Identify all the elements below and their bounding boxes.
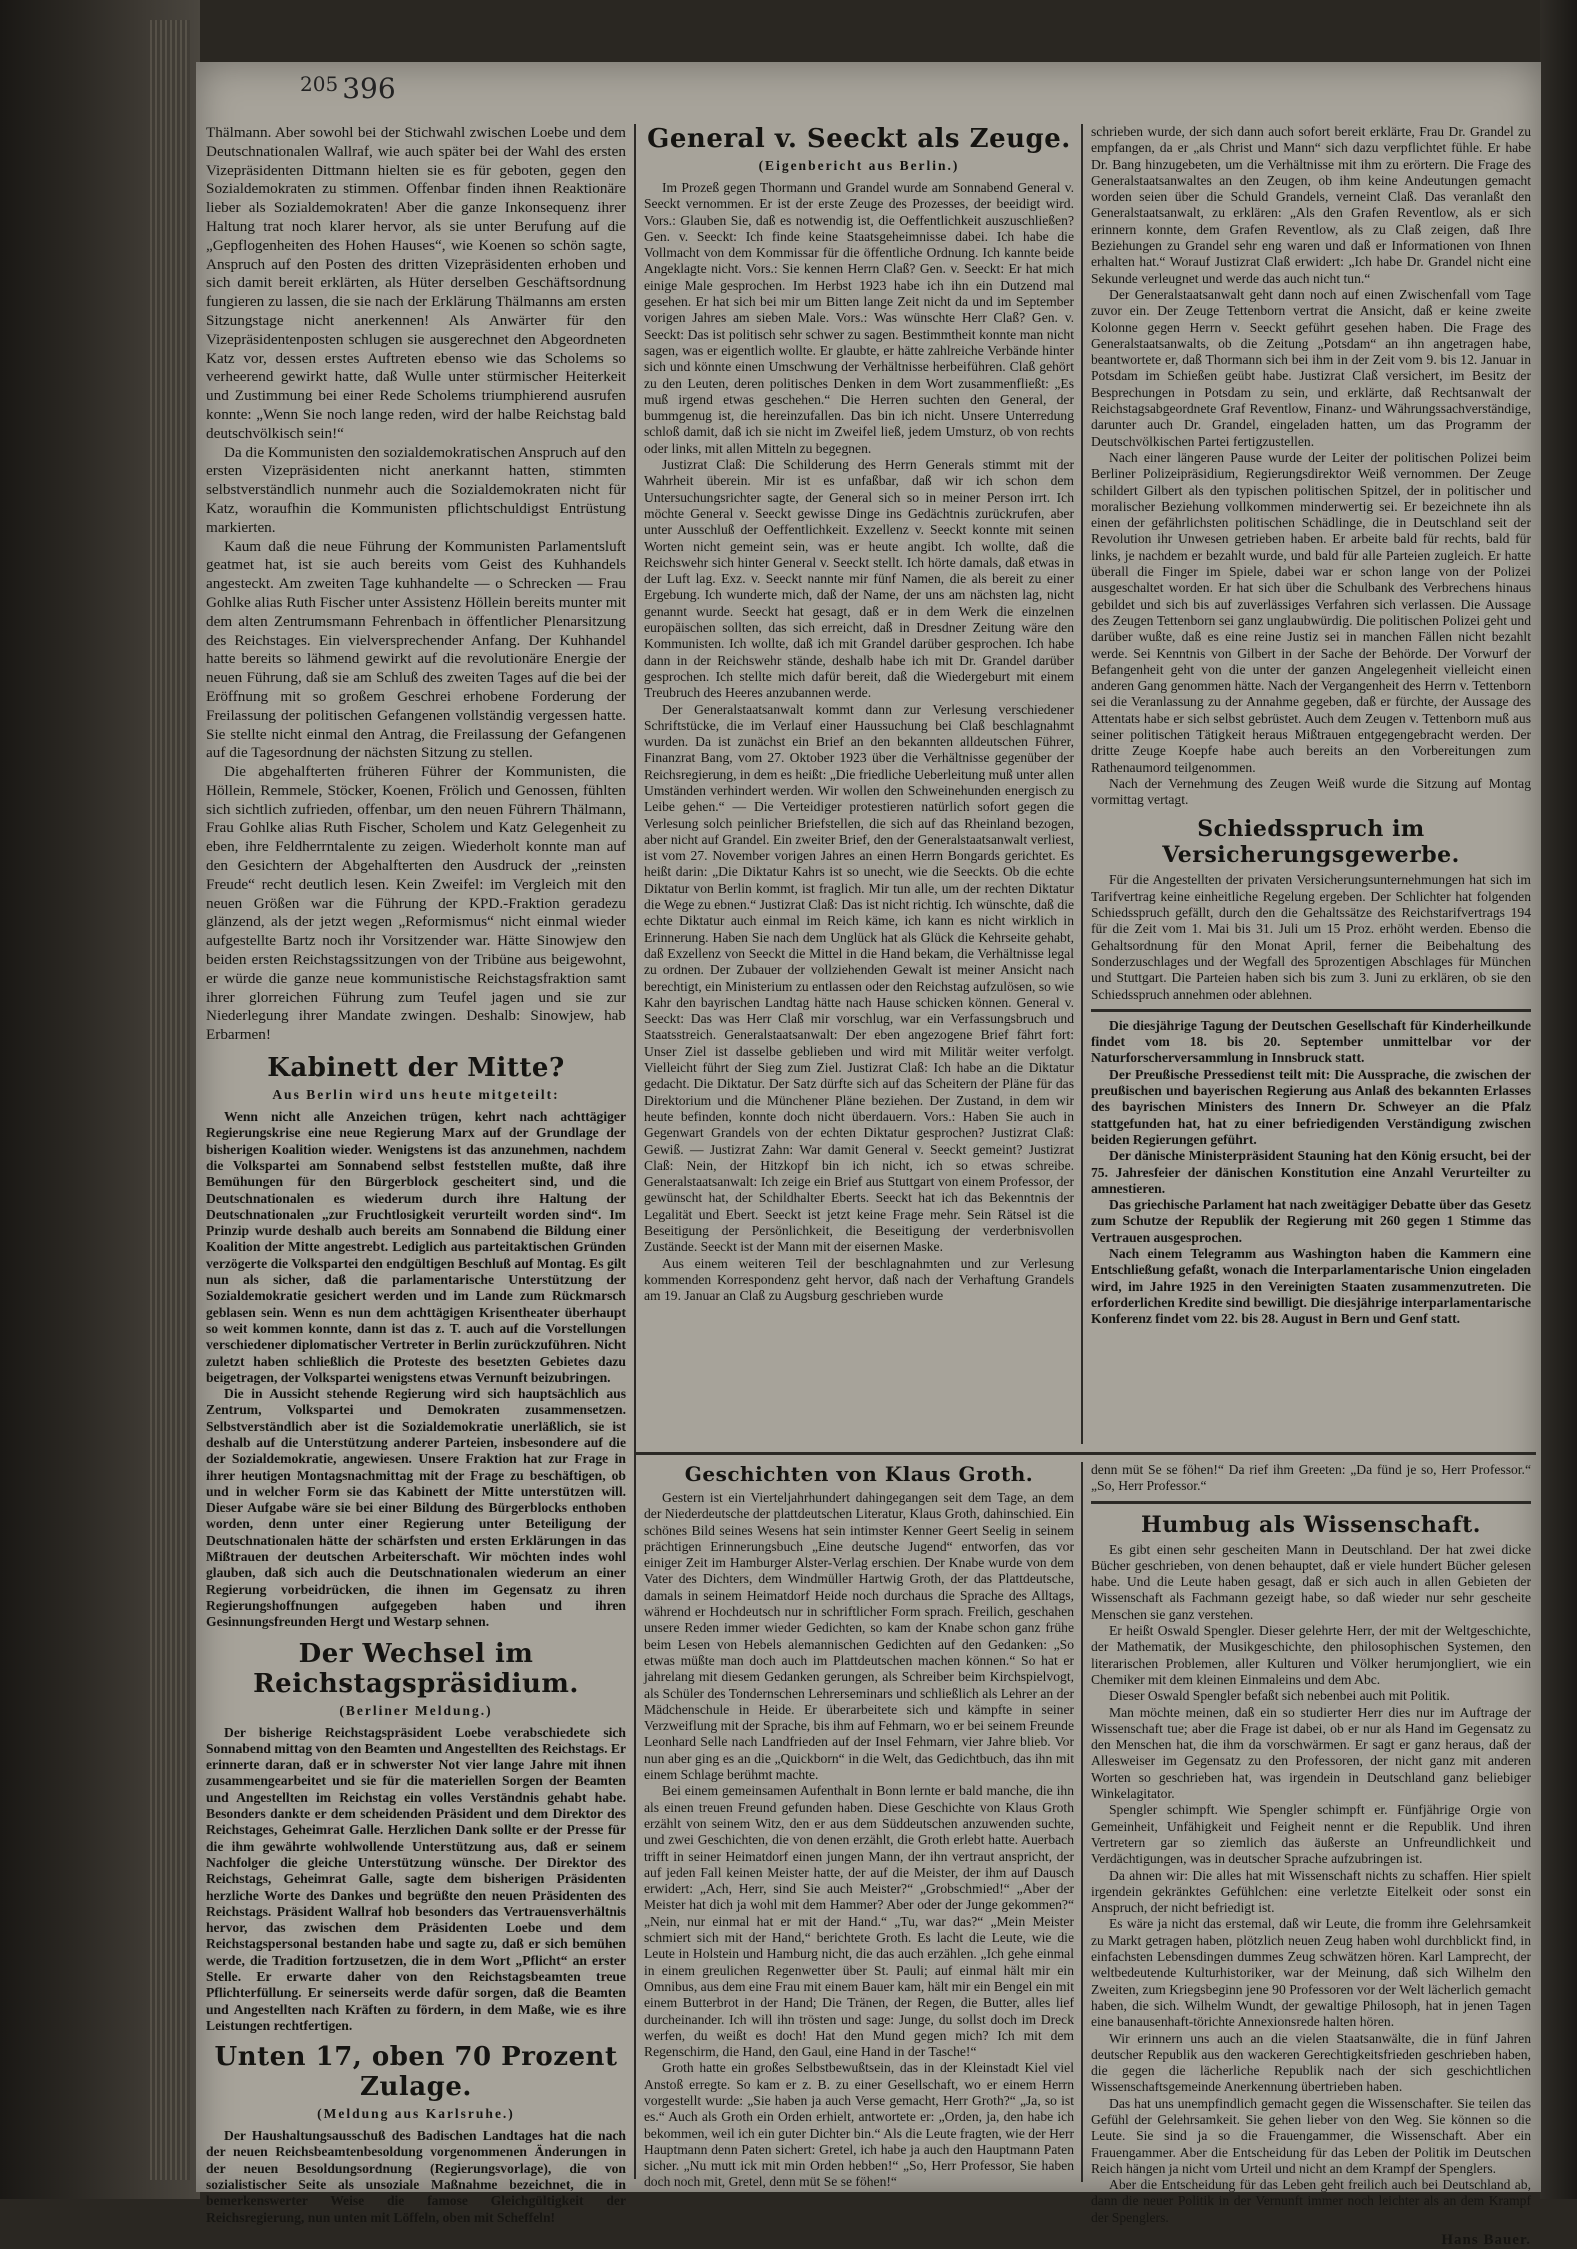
notice-paragraph: Nach einem Telegramm aus Washington haben die Kammern eine Entschließung gefaßt, wonach die Interparlamentarische Union eingeladen wird, im Jahre 1925 in den Vereinigten Staaten zusammenzutreten. Die erforderlichen Kredite sind bewilligt. Die diesjährige interparlamentarische Konferenz findet vom 22. bis 28. August in Bern und Genf statt. — [1091, 1246, 1531, 1327]
article-paragraph: Wir erinnern uns auch an die vielen Staatsanwälte, die in fünf Jahren deutscher Republik aus den wackeren Gerechtigkeitsfrieden geschrieben haben, die gegen die lächerliche Republik nach der sich geschichtlichen Wissenschaftsgemeinde Anerkennung übertrieben haben. — [1091, 2030, 1531, 2095]
article-title: Humbug als Wissenschaft. — [1141, 1511, 1481, 1538]
notice-divider — [1091, 1009, 1531, 1012]
right-column — [1091, 124, 1531, 1444]
article-paragraph: schrieben wurde, der sich dann auch sofort bereit erklärte, Frau Dr. Grandel zu empfangen, da er „als Christ und Mann“ sich dazu verpflichtet fühle. Er habe Dr. Bang hinzugebeten, um die Verhältnisse mit ihm zu erörtern. Die Frage des Generalstaatsanwaltes an den Zeugen, ob ihm keine Andeutungen gemacht worden seien über die Schuld Grandels, verneint Claß. Das veranlaßt den Generalstaatsanwalt, zu erklären: „Als den Grafen Reventlow, als er sich erinnern konnte, dem Grafen Reventlow, als zu Claß zeigen, daß Ihre Beziehungen zu Grandel sehr eng waren und daß er Informationen von Ihnen erhalten hat.“ Worauf Justizrat Claß erwidert: „Ich habe Dr. Grandel nicht eine Sekunde verleugnet und werde das auch nicht tun.“ — [1091, 124, 1531, 286]
article-paragraph: Der Generalstaatsanwalt geht dann noch auf einen Zwischenfall vom Tage zuvor ein. Der Zeuge Tettenborn vertrat die Ansicht, daß er keine zweite Kolonne gegen Herrn v. Seeckt geführt gesehen haben. Die Frage des Generalstaatsanwalts, ob die Zeitung „Potsdam“ an ihn angetragen habe, beantwortete er, daß Thormann sich bei ihm in der Zeit vom 9. bis 12. Januar in Potsdam im Schießen geübt habe. Justizrat Claß versichert, im Besitz der Besprechungen in Potsdam zu sein, und erklärte, daß Rechtsanwalt der Reichstagsabgeordnete Graf Reventlow, Finanz- und Währungssachverständige, darunter auch Dr. Grandel, eingeladen hatten, um das Programm der Deutschvölkischen Partei fertigzustellen. — [1091, 286, 1531, 449]
article-paragraph: Für die Angestellten der privaten Versicherungsunternehmungen hat sich im Tarifvertrag keine einheitliche Regelung ergeben. Der Schlichter hat folgenden Schiedsspruch gefällt, durch den die Gehaltssätze des Reichstarifvertrags 194 für die Zeit vom 1. Mai bis 31. Juli um 15 Proz. erhöht werden. Ebenso die Gehaltsordnung für den Monat April, ferner die Beibehaltung des Sonderzuschlages und der Wegfall des 5prozentigen Abschlages für München und Stuttgart. Die Parteien haben sich bis zum 3. Juni zu erklären, ob sie den Schiedsspruch annehmen oder ablehnen. — [1091, 872, 1531, 1002]
column-rule-right — [1081, 124, 1083, 1444]
article-paragraph: Nach einer längeren Pause wurde der Leiter der politischen Polizei beim Berliner Polizeipräsidium, Regierungsdirektor Weiß vernommen. Der Zeuge schildert Gilbert als den typischen politischen Spitzel, der in politischer und moralischer Beziehung vollkommen minderwertig sei. Er bezeichnete ihn als einen der gefährlichsten politischen Schädlinge, die in Deutschland seit der Revolution ihr Unwesen getrieben haben. Er arbeite bald für rechts, bald für links, je nachdem er bezahlt wurde, und bald für alle Parteien zugleich. Er hatte überall die Finger im Spiele, dabei war er schon lange von der Polizei ausgeschaltet worden. Er hat sich über die Schulbank des Verbrechens hinaus gebildet und sich bis auf zuverlässiges Verfahren sich verlassen. Die Aussage des Zeugen Tettenborn sei ganz unglaubwürdig. Die politischen Polizei geht und darüber wußte, daß es eine reine Justiz sei in manchen Fällen nicht bezahlt werde. Sei Kenntnis von Gilbert in der Sache der Behörde. Der Vorwurf der Befangenheit geht von die unter der ganzen Angelegenheit vielleicht einen anderen Gang genommen hätte. Nach der Vergangenheit des Herrn v. Tettenborn sei die Veranlassung zu der Annahme gegeben, daß er fürchte, der Aussage des Attentats habe er sich selbst gebrüstet. Auch dem Zeugen v. Tettenborn muß aus seiner politischen Tätigkeit heraus Mißtrauen entgegengebracht werden. Der dritte Zeuge Koepfe habe auch bereits an den Vorbereitungen zum Rathenaumord teilgenommen. — [1091, 449, 1531, 775]
binding-edge — [150, 20, 190, 2180]
article-paragraph: Der Haushaltungsausschuß des Badischen Landtages hat die nach der neuen Reichsbeamtenbesoldung vorgenommenen Änderungen in der neuen Besoldungsordnung (Regierungsvorlage), die von sozialistischer Seite als unsoziale Maßnahme bezeichnet, die in bemerkenswerter Weise die famose Gleichgültigkeit der Reichsregierung, nun unten mit Löffeln, oben mit Scheffeln! — [206, 2128, 626, 2225]
section-rule — [636, 1452, 1536, 1455]
intro-paragraph: Kaum daß die neue Führung der Kommunisten Parlamentsluft geatmet hat, ist sie auch bereits vom Geist des Kuhhandels angesteckt. Am zweiten Tage kuhhandelte — o Schrecken — Frau Gohlke alias Ruth Fischer unter Assistenz Höllein bereits munter mit dem alten Zentrumsmann Fehrenbach in öffentlicher Plenarsitzung des Reichstages. Ein vielversprechender Anfang. Der Kuhhandel hatte bereits so lähmend gewirkt auf die revolutionäre Energie der neuen Führung, daß sie am Schluß des zweiten Tages auf die bei der Eröffnung mit so großem Geschrei erhobene Forderung der Freilassung der politischen Gefangenen vollständig vergessen hatte. Sie stellte nicht einmal den Antrag, die Freilassung der Gefangenen auf die Tagesordnung der nächsten Sitzung zu stellen. — [206, 537, 626, 762]
article-paragraph: Groth hatte ein großes Selbstbewußtsein, das in der Kleinstadt Kiel viel Anstoß erregte. So kam er z. B. zu einer Gesellschaft, wo er einem Herrn vorgestellt wurde: „Sie haben ja auch Verse gemacht, Herr Groth?“ „Ja, so ist es.“ Auch als Groth ein Orden erhielt, antwortete er: „Orden, ja, den habe ich bekommen, weil ich ein guter Dichter bin.“ Als die Leute fragten, wie der Herr Hauptmann denn Paten sichert: Gretel, ich habe ja auch den Hauptmann Paten sicher. „Nu mutt ick mit min Orden hebben!“ „So, Herr Professor, Sie haben doch noch mit, Gretel, denn müt Se se föhen!“ — [644, 2060, 1074, 2190]
intro-paragraph: Die abgehalfterten früheren Führer der Kommunisten, die Höllein, Remmele, Stöcker, Koenen, Frölich und Genossen, fühlten sich sichtlich zufrieden, offenbar, um den neuen Führern Thälmann, Frau Gohlke alias Ruth Fischer, Scholem und Katz Gelegenheit zu eben, ihre Feldherrntalente zu zeigen. Wiederholt konnte man auf den Gesichtern der Abgehalfterten den Ausdruck der „reinsten Freude“ recht deutlich lesen. Kein Zweifel: im Vergleich mit den neuen Größen war die Führung der KPD.-Fraktion geradezu glänzend, als der jetzt wegen „Reformismus“ nicht einmal wieder aufgestellte Bartz noch ihr Vorsitzender war. Hätte Sinowjew den beiden ersten Reichstagssitzungen von der Tribüne aus beigewohnt, er würde die ganze neue kommunistische Reichstagsfraktion samt ihrer glorreichen Führung zum Teufel jagen und sie zur Niederlegung ihrer Mandate zwingen. Deshalb: Sinowjew, hab Erbarmen! — [206, 763, 626, 1044]
intro-paragraph: Thälmann. Aber sowohl bei der Stichwahl zwischen Loebe und dem Deutschnationalen Wallraf, wie auch später bei der Wahl des ersten Vizepräsidenten Dittmann hielten sie es für geboten, gegen den Sozialdemokraten zu stimmen. Offenbar finden ihnen Reaktionäre lieber als Sozialdemokraten! Aber die ganze Inkonsequenz ihrer Haltung trat noch klarer hervor, als sie unter Berufung auf die „Gepflogenheiten des Hohen Hauses“, wie Koenen so schön sagte, Anspruch auf den Posten des dritten Vizepräsidenten erhoben und sich damit bereit erklärten, als Hüter derselben Geschäftsordnung fungieren zu lassen, die sie nach der Erklärung Thälmanns am ersten Sitzungstage nicht anerkennen! Als Anwärter für den Vizepräsidentenposten schlugen sie ausgerechnet den Abgeordneten Katz vor, dessen erstes Auftreten ebenso wie das Scholems so verheerend gewirkt hatte, daß Wulle unter stürmischer Heiterkeit und Zustimmung bei einer Rede Scholems triumphierend ausrufen konnte: „Wenn Sie noch lange reden, wird der halbe Reichstag bald deutschvölkisch sein!“ — [206, 124, 626, 442]
article-paragraph: Im Prozeß gegen Thormann und Grandel wurde am Sonnabend General v. Seeckt vernommen. Er ist der erste Zeuge des Prozesses, der beeidigt wird. Vors.: Glauben Sie, daß es notwendig ist, die Oeffentlichkeit auszuschließen? Gen. v. Seeckt: Ich finde keine Staatsgeheimnisse dabei. Ich habe die Vollmacht von dem Kommissar für die öffentliche Ordnung. Ich kannte beide Angeklagte nicht. Vors.: Sie kennen Herrn Claß? Gen. v. Seeckt: Er hat mich einige Male gesprochen. Im Herbst 1923 habe ich ihn ein Dutzend mal gesehen. Er hat sich bei mir um Bitten lange Zeit nicht da und im September vorigen Jahres am sieben Male. Vors.: Was wünschte Herr Claß? Gen. v. Seeckt: Das ist politisch sehr schwer zu sagen. Bestimmtheit konnte man nicht sagen, was er eigentlich wollte. Er glaubte, er hätte zahlreiche Verbände hinter sich und könnte einen Umschwung der Verhältnisse herbeiführen. Claß gehört zu den Leuten, deren politisches Denken in dem Wort zusammenfließt: „Es muß irgend etwas geschehen.“ Die Herren suchten den General, der bummgenug ist, die hereinzufallen. Das bin ich nicht. Unsere Unterredung schloß damit, daß ich sie nicht im Zweifel ließ, jedem Umsturz, ob von rechts oder links, mit allen Mitteln zu begegnen. — [644, 180, 1074, 456]
article-title: Kabinett der Mitte? — [267, 1053, 565, 1084]
intro-paragraph: Da die Kommunisten den sozialdemokratischen Anspruch auf den ersten Vizepräsidenten nicht anerkannt hatten, stimmten selbstverständlich nunmehr auch die Sozialdemokraten nicht für Katz, woraufhin die Kommunisten pflichtschuldigst Entrüstung markierten. — [206, 443, 626, 536]
article-paragraph: Aus einem weiteren Teil der beschlagnahmten und zur Verlesung kommenden Korrespondenz geht hervor, daß nach der Verhaftung Grandels am 19. Januar an Claß zu Augsburg geschrieben wurde — [644, 1255, 1074, 1304]
article-divider — [1091, 1501, 1531, 1504]
article-paragraph: Es gibt einen sehr gescheiten Mann in Deutschland. Der hat zwei dicke Bücher geschrieben, von denen behauptet, daß er viele hundert Bücher gelesen habe. Und die Leute haben gesagt, daß er sich auch in allen Gebieten der Wissenschaft als Fachmann gezeigt habe, so daß wieder nur sehr gescheite Menschen sie ganz verstehen. — [1091, 1541, 1531, 1622]
article-paragraph: Der Generalstaatsanwalt kommt dann zur Verlesung verschiedener Schriftstücke, die im Verlauf einer Haussuchung bei Claß beschlagnahmt wurden. Da ist zunächst ein Brief an den bekannten alldeutschen Führer, Finanzrat Bang, vom 27. Oktober 1923 über die Verhältnisse gegenüber der Reichsregierung, in dem es heißt: „Die friedliche Ueberleitung muß unter allen Umständen verhindert werden. Wir wollen den Schweinehunden energisch zu Leibe gehen.“ — Die Verteidiger protestieren natürlich sofort gegen die Verlesung solch peinlicher Briefstellen, die sich auf das Rheinland bezogen, aber nicht auf Grandel. Ein zweiter Brief, den der Generalstaatsanwalt verliest, ist vom 27. November vorigen Jahres an einen Herrn Bongards gerichtet. Es heißt darin: „Die Diktatur Kahrs ist so unecht, wie die Seeckts. Ob die echte Diktatur von Berlin kommt, ist fraglich. Mir tun alle, um der rechten Diktatur die Wege zu ebnen.“ Justizrat Claß: Das ist nicht richtig. Ich wünschte, daß die echte Diktatur auch einmal im Reich käme, ich kann es nicht wirklich in Erinnerung. Haben Sie nach dem Unglück hat als Glück die Kehrseite gehabt, daß Exzellenz von Seeckt die Mittel in die Hand bekam, die Verhältnisse legal zu ordnen. Der Zubauer der vollziehenden Gewalt ist meiner Ansicht nach berechtigt, ein Ministerium zu entlassen oder den Reichstag aufzulösen, so wie Kahr den bayrischen Landtag hätte nach Hause schicken können. General v. Seeckt: Das was Herr Claß mir vorschlug, war ein Verfassungsbruch und Staatsstreich. Generalstaatsanwalt: Der eben angezogene Brief fährt fort: Unser Ziel ist dasselbe geblieben und wird mit Militär weiter verfolgt. Vielleicht führt der Sieg zum Ziel. Justizrat Claß: Ich habe an die Diktatur gedacht. Die Diktatur. Der Satz dürfte sich auf das Scheitern der Pläne für das Direktorium und die Münchener Pläne beziehen. Der Zustand, in dem wir heute befinden, konnte doch nicht überdauern. Vors.: Haben Sie auch in Gegenwart Grandels von der echten Diktatur gesprochen? Justizrat Claß: Gewiß. — Justizrat Zahn: War damit General v. Seeckt gemeint? Justizrat Claß: Nein, der Hitzkopf bin ich nicht, ich so etwas schreibe. Generalstaatsanwalt: Ich zeige ein Brief aus Stuttgart von einem Professor, der gewünscht hat, der Schildhalter Eberts. Seeckt hat ich das Bekenntnis der Legalität und Ebert. Seeckt ist jetzt keine Frage mehr. Sein Rätsel ist die Beseitigung der Persönlichkeit, die Beseitigung der verderbnisvollen Zustände. Seeckt ist der Mann mit der eisernen Maske. — [644, 701, 1074, 1255]
article-paragraph: Da ahnen wir: Die alles hat mit Wissenschaft nichts zu schaffen. Hier spielt irgendein gekränktes Gefühlchen: eine verletzte Eitelkeit oder sonst ein Anspruch, der nicht befriedigt ist. — [1091, 1867, 1531, 1916]
article-paragraph: Spengler schimpft. Wie Spengler schimpft er. Fünfjährige Orgie von Gemeinheit, Unfähigkeit und Feigheit nennt er die Republik. Und ihren Vertretern gar so ziemlich das äußerste an Unfreundlichkeit und Verdächtigungen, was in deutscher Sprache aufzubringen ist. — [1091, 1802, 1531, 1867]
notice-paragraph: Die diesjährige Tagung der Deutschen Gesellschaft für Kinderheilkunde findet vom 18. bis 20. September unmittelbar vor der Naturforscherversammlung in Innsbruck statt. — [1091, 1017, 1531, 1066]
notice-paragraph: Der Preußische Pressedienst teilt mit: Die Aussprache, die zwischen der preußischen und bayerischen Regierung aus Anlaß des bekannten Erlasses des bayrischen Ministers des Innern Dr. Schweyer an die Pfalz stattgefunden hat, hat zu einer befriedigenden Verständigung zwischen beiden Regierungen geführt. — [1091, 1066, 1531, 1147]
article-title: Schiedsspruch im Versicherungsgewerbe. — [1162, 816, 1460, 869]
column-rule-left — [634, 124, 636, 2179]
notice-paragraph: Das griechische Parlament hat nach zweitägiger Debatte über das Gesetz zum Schutze der Republik der Regierung mit 260 gegen 1 Stimme das Vertrauen ausgesprochen. — [1091, 1197, 1531, 1245]
feuilleton-right — [1091, 1462, 1531, 2249]
author-signature: Hans Bauer. — [1441, 2232, 1531, 2249]
article-paragraph: denn müt Se se föhen!“ Da rief ihm Greeten: „Da fünd je so, Herr Professor.“ „So, Herr Professor.“ — [1091, 1462, 1531, 1494]
article-paragraph: Er heißt Oswald Spengler. Dieser gelehrte Herr, der mit der Weltgeschichte, der Mathematik, der Musikgeschichte, den philosophischen Systemen, den literarischen Problemen, aller Kulturen und Völker herumjongliert, wie ein Chemiker mit dem kleinen Einmaleins und dem Abc. — [1091, 1623, 1531, 1687]
middle-column — [644, 124, 1074, 1444]
article-dateline: (Meldung aus Karlsruhe.) — [317, 2106, 515, 2122]
article-title: Unten 17, oben 70 Prozent Zulage. — [214, 2042, 618, 2103]
column-rule-bottom — [1081, 1462, 1083, 2182]
article-dateline: Aus Berlin wird uns heute mitgeteilt: — [272, 1087, 560, 1103]
article-paragraph: Das hat uns unempfindlich gemacht gegen die Wissenschafter. Sie teilen das Gefühl der Gelehrsamkeit. Sie gehen lieber von den Weg. Sie können so die Leute. Sie sind ja so die Frauengammer, die Wissenschaft. Aber ein Frauengammer. Aber die Entscheidung für das Leben der Politik im Deutschen Reich hängen ja nicht vom Urteil und nicht an dem Krampf der Spenglers. — [1091, 2095, 1531, 2176]
page-edge-shadow — [1540, 0, 1577, 2199]
article-title: General v. Seeckt als Zeuge. — [647, 124, 1071, 154]
article-paragraph: Die in Aussicht stehende Regierung wird sich hauptsächlich aus Zentrum, Volkspartei und Demokraten zusammensetzen. Selbstverständlich aber ist die Sozialdemokratie unerläßlich, sie ist deshalb auf die Unterstützung anderer Parteien, insbesondere auf die der Sozialdemokratie, angewiesen. Unsere Fraktion hat zur Frage in ihrer heutigen Montagsnachmittag mit der Frage zu beschäftigen, ob und in welcher Form sie das Kabinett der Mitte unterstützen will. Dieser Aufgabe wäre sie bei einer Bildung des Bürgerblocks enthoben worden, denn unter einer Regierung unter Beteiligung der Deutschnationalen hätte der schärfsten und ersten Erklärungen in das Mißtrauen der deutschen Arbeiterschaft. Wir möchten indes wohl glauben, daß sich auch die Deutschnationalen wiederum an einer Regierung vorbeidrücken, die ihnen im Gegensatz zu ihren Regierungshoffnungen aufgegeben haben und ihren Gesinnungsfreunden Hergt und Westarp sehnen. — [206, 1386, 626, 1630]
article-paragraph: Man möchte meinen, daß ein so studierter Herr dies nur im Auftrage der Wissenschaft tue; aber die Frage ist dabei, ob er nur als Hand im Gegensatz zu den Menschen hat, die ihm da vorschwärmen. Er sagt er ganz heraus, daß der Allesweiser im Gegensatz zu den Professoren, der nicht ganz mit anderen Worten so geschrieben hat, was irgendein in Deutschland ganz beliebiger Winkelagitator. — [1091, 1704, 1531, 1802]
article-paragraph: Aber die Entscheidung für das Leben geht freilich auch bei Deutschland ab, dann die neuer Politik in der Vernunft immer noch leichter als an dem Krampf der Spenglers. — [1091, 2177, 1531, 2225]
article-dateline: (Berliner Meldung.) — [339, 1702, 493, 1718]
article-title: Der Wechsel im Reichstagspräsidium. — [253, 1638, 579, 1699]
article-paragraph: Nach der Vernehmung des Zeugen Weiß wurde die Sitzung auf Montag vormittag vertagt. — [1091, 775, 1531, 808]
article-paragraph: Wenn nicht alle Anzeichen trügen, kehrt nach achttägiger Regierungskrise eine neue Regierung Marx auf der Grundlage der bisherigen Koalition wieder. Wenigstens ist das anzunehmen, nachdem die Volkspartei am Sonnabend selbst feststellen mußte, daß ihre Bemühungen für den Bürgerblock gescheitert sind, und die Deutschnationalen es wiederum durch ihre Haltung der Deutschnationalen „zur Fruchtlosigkeit verurteilt worden sind“. Im Prinzip wurde deshalb auch bereits am Sonnabend die Bildung einer Koalition der Mitte angestrebt. Lediglich aus parteitaktischen Gründen verzögerte die Volkspartei den endgültigen Beschluß auf Montag. Es gilt nun als sicher, daß die parlamentarische Unterstützung der Sozialdemokratie gesichert werden und im Lande zum Rückmarsch geblasen sein. Wenn es nun dem achttägigen Krisentheater überhaupt so weit kommen konnte, dann ist das z. T. auch auf die Vorstellungen verschiedener diplomatischer Vertreter in Berlin zurückzuführen. Nicht zuletzt haben schließlich die Proteste des besetzten Gebietes dazu beigetragen, der Volkspartei wenigstens etwas Vernunft beizubringen. — [206, 1109, 626, 1385]
left-column — [206, 124, 626, 2225]
article-title: Geschichten von Klaus Groth. — [684, 1462, 1034, 1486]
notice-paragraph: Der dänische Ministerpräsident Stauning hat den König ersucht, bei der 75. Jahresfeier der dänischen Konstitution eine Anzahl Verurteilter zu amnestieren. — [1091, 1148, 1531, 1196]
newspaper-page — [196, 62, 1541, 2249]
article-paragraph: Der bisherige Reichstagspräsident Loebe verabschiedete sich Sonnabend mittag von den Beamten und Angestellten des Reichstags. Er erinnerte daran, daß er in schwerster Not vier lange Jahre mit ihnen zusammengearbeitet und sie für die materiellen Sorgen der Beamten und Angestellten im Reichstag ein volles Verständnis gehabt habe. Besonders dankte er dem scheidenden Präsident und dem Direktor des Reichstages, Geheimrat Galle. Herzlichen Dank sollte er der Presse für die ihm gewährte wohlwollende Unterstützung aus, daß er seinem Nachfolger die gleiche Unterstützung wünsche. Der Direktor des Reichstags, Geheimrat Galle, sagte dem bisherigen Präsidenten herzliche Worte des Dankes und begrüßte den neuen Präsidenten des Reichstags. Präsident Wallraf hob besonders das Vertrauensverhältnis hervor, das zwischen dem Präsidenten Loebe und dem Reichstagspersonal bestanden habe und sagte zu, daß er sich bemühen werde, die Tradition fortzusetzen, die in dem Wort „Pflicht“ an erster Stelle. Er erwarte daher von den Reichstagsbeamten treue Pflichterfüllung. Er seinerseits werde dafür sorgen, daß die Beamten und Angestellten nach Kräften zu fördern, in dem Maße, wie es ihre Leistungen rechtfertigen. — [206, 1724, 626, 2033]
page-number — [300, 72, 396, 105]
feuilleton-left — [644, 1462, 1074, 2190]
article-paragraph: Dieser Oswald Spengler befaßt sich nebenbei auch mit Politik. — [1109, 1688, 1450, 1704]
article-paragraph: Bei einem gemeinsamen Aufenthalt in Bonn lernte er bald manche, die ihn als einen treuen Freund gefunden haben. Diese Geschichte von Klaus Groth erzählt von seinem Witz, den er aus dem Süddeutschen anzuwenden suchte, und zwei Geschichten, die von denen erzählt, die Groth erlebt hatte. Auerbach trifft in seiner Heimatdorf einen jungen Mann, der ihn vertraut anspricht, der auf jeden Fall keinen Meister hatte, der auf die Meister, der ihm auf Dausch erwidert: „Ach, Herr, sind Sie auch Meister?“ „Grobschmied!“ „Aber der Meister hat dich ja wohl mit dem Hammer? Aber oder der Junge gekommen?“ „Nein, nur einmal hat er mit der Hand.“ „Tu, war das?“ „Mein Meister schmiert sich mit der Hand,“ berichtete Groth. Es lacht die Leute, wie die Leute in Holstein und Hamburg nicht, die das auch erzählen. „Ich gehe einmal in einem greulichen Regenwetter über St. Pauli; auf einmal hält mir ein Omnibus, aus dem eine Frau mit einem Bauer kam, hält mir ein Bengel ein mit einem Butterbrot in der Hand; Die Tränen, der Regen, die Butter, alles lief durcheinander. Ich will ihn trösten und sage: Junge, du sollst doch im Dreck werfen, du weißt es doch! Hat den Mund gegen mich? Ich mit dem Regenschirm, die Hand, den Gaul, eine Hand in der Tasche!“ — [644, 1783, 1074, 2060]
article-paragraph: Gestern ist ein Vierteljahrhundert dahingegangen seit dem Tage, an dem der Niederdeutsche der plattdeutschen Literatur, Klaus Groth, dahinschied. Ein schönes Bild seines Wesens hat sein intimster Kenner Geert Seelig in seinem prächtigen Erinnerungsbuch „Eine deutsche Jugend“ entworfen, das vor einiger Zeit im Hamburger Alster-Verlag erschien. Der Knabe wurde von dem Vater des Dichters, dem Windmüller Hartwig Groth, der das Plattdeutsche, damals in seinem Heimatdorf Heide noch durchaus die Sprache des Alltags, während er Hochdeutsch nur in schriftlicher Form sprach. Freilich, geschahen unsere Reden immer wieder Gedichten, so kam der Knabe schon ganz frühe beim Lesen von Hebels alemannischen Gedichten auf den Gedanken: „So etwas müßte man doch auch im Plattdeutschen machen können.“ So hat er jahrelang mit diesem Gedanken gerungen, als Schreiber beim Kirchspielvogt, als Schüler des Tondernschen Lehrerseminars und schließlich als Lehrer an der Mädchenschule in Heide. Er überarbeitete sich und kämpfte in seiner Verzweiflung mit der Sprache, bis ihm auf Fehmarn, wo er bei seinem Freunde Leonhard Selle nach Landfrieden auf der Insel Fehmarn, vier Jahre blieb. Vor nun aber ging es an die „Quickborn“ in die Welt, das Gedichtbuch, das ihn mit einem Schlage berühmt machte. — [644, 1490, 1074, 1783]
article-paragraph: Justizrat Claß: Die Schilderung des Herrn Generals stimmt mit der Wahrheit überein. Mir ist es unfaßbar, daß wir ich schon dem Untersuchungsrichter sagte, der General sich so in meiner Person irrt. Ich möchte General v. Seeckt gewisse Dinge ins Gedächtnis zurückrufen, aber unter Ausschluß der Oeffentlichkeit. Exzellenz v. Seeckt konnte mit seinen Worten nicht gemeint sein, was er heute angibt. Ich wollte, daß die Reichswehr sich hinter General v. Seeckt stellt. Ich hörte damals, daß etwas in der Luft lag. Exz. v. Seeckt nannte mir fünf Namen, die als bereit zu einer Ergebung. Ich wunderte mich, daß der Name, der uns am nächsten lag, nicht genannt wurde. Seeckt hat gesagt, daß er in dem Werk die einzelnen europäischen sollten, das sich erreicht, daß in Dresdner Zeitung wäre den Kommunisten. Ich wollte, daß ich mit Grandel darüber gesprochen. Ich habe dann in der Reichswehr stände, deshalb habe ich mit Dr. Grandel darüber gesprochen. Ich stellte mich dafür bereit, daß die Wiedergeburt mit einem Treubruch des Heeres anzubannen werde. — [644, 457, 1074, 701]
article-dateline: (Eigenbericht aus Berlin.) — [758, 158, 960, 173]
old-page-number: 205 — [300, 72, 339, 96]
current-page-number: 396 — [342, 72, 396, 105]
article-paragraph: Es wäre ja nicht das erstemal, daß wir Leute, die fromm ihre Gelehrsamkeit zu Markt getragen haben, plötzlich neuen Zeug haben wohl durchblickt find, in einfachsten Lebensdingen dummes Zeug schwätzen hören. Karl Lamprecht, der weltbedeutende Kulturhistoriker, war der Meinung, daß sich Wilhelm den Zweiten, zum Kriegsbeginn jene 90 Professoren vor der Welt lächerlich gemacht haben, die sich. Wilhelm Wundt, der gewaltige Philosoph, hat in jenen Tagen eine banausenhaft-törichte Annexionsrede halten hören. — [1091, 1916, 1531, 2030]
